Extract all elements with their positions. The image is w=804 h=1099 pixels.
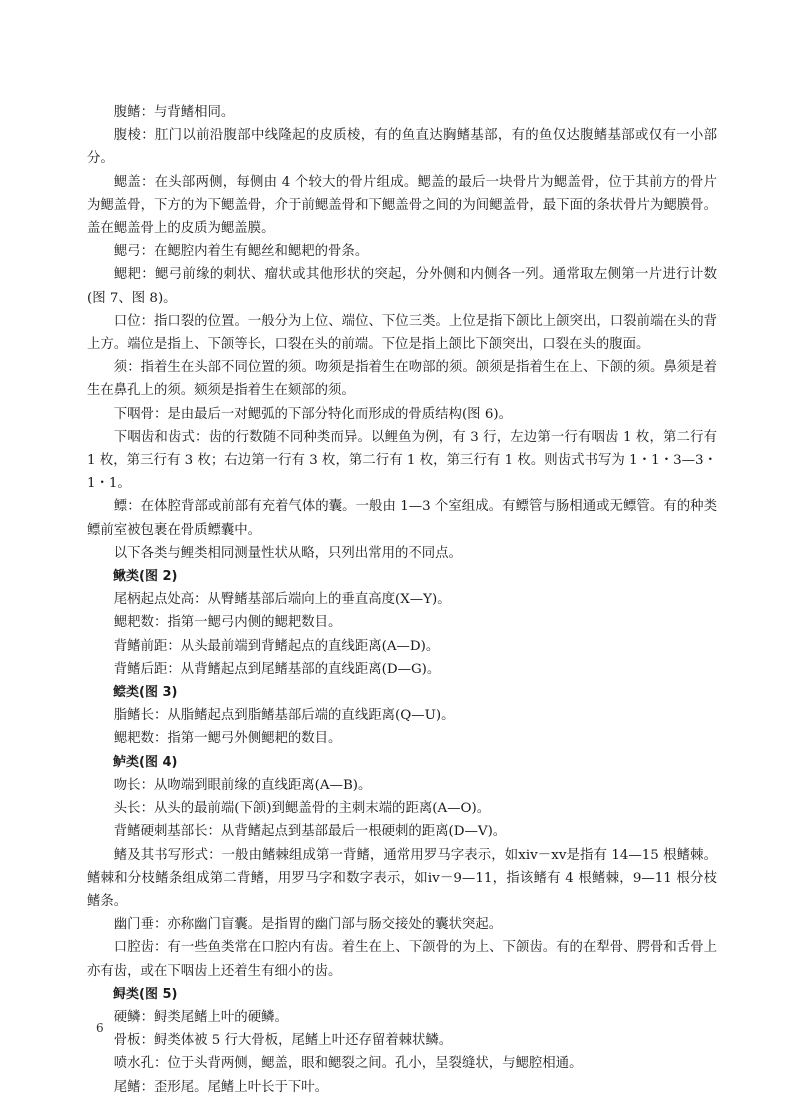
list-item: 幽门垂：亦称幽门盲囊。是指胃的幽门部与肠交接处的囊状突起。 bbox=[113, 917, 503, 933]
paragraph-intro-note: 以下各类与鲤类相同测量性状从略，只列出常用的不同点。 bbox=[113, 545, 462, 561]
list-item: 背鳍前距：从头最前端到背鳍起点的直线距离(A—D)。 bbox=[113, 638, 440, 654]
paragraph-biao: 鳔：在体腔背部或前部有充着气体的囊。一般由 1—3 个室组成。有鳔管与肠相通或无鳔管。有的种类鳔前室被包裹在骨质鳔囊中。 bbox=[87, 499, 717, 538]
list-item: 脂鳍长：从脂鳍起点到脂鳍基部后端的直线距离(Q—U)。 bbox=[113, 708, 455, 724]
paragraph-sai-gong: 鳃弓：在鳃腔内着生有鳃丝和鳃耙的骨条。 bbox=[113, 244, 369, 260]
paragraph-fu-leng: 腹棱：肛门以前沿腹部中线隆起的皮质棱，有的鱼直达胸鳍基部，有的鱼仅达腹鳍基部或仅有一小部分。 bbox=[87, 128, 717, 167]
list-item: 鳃耙数：指第一鳃弓内侧的鳃耙数目。 bbox=[113, 615, 342, 631]
list-item: 骨板：鲟类体被 5 行大骨板，尾鳍上叶还存留着棘状鳞。 bbox=[113, 1033, 453, 1049]
paragraph-chi-shi: 下咽齿和齿式：齿的行数随不同种类而异。以鲤鱼为例，有 3 行，左边第一行有咽齿 1 枚，第二行有 1 枚，第三行有 3 枚；右边第一行有 3 枚，第二行有 1 枚，第三行有 1 枚。则齿式书写为 1・1・3—3・1・1。 bbox=[87, 429, 717, 492]
list-item: 口腔齿：有一些鱼类常在口腔内有齿。着生在上、下颌骨的为上、下颌齿。有的在犁骨、腭骨和舌骨上亦有齿，或在下咽齿上还着生有细小的齿。 bbox=[87, 940, 717, 979]
list-item: 背鳍后距：从背鳍起点到尾鳍基部的直线距离(D—G)。 bbox=[113, 661, 441, 677]
paragraph-xia-yan-gu: 下咽骨：是由最后一对鳃弧的下部分特化而形成的骨质结构(图 6)。 bbox=[113, 406, 512, 422]
list-item: 喷水孔：位于头背两侧，鳃盖，眼和鳃裂之间。孔小，呈裂缝状，与鳃腔相通。 bbox=[113, 1056, 583, 1072]
list-item: 尾鳍：歪形尾。尾鳍上叶长于下叶。 bbox=[113, 1079, 329, 1095]
list-item: 鳃耙数：指第一鳃弓外侧鳃耙的数目。 bbox=[113, 731, 342, 747]
paragraph-sai-gai: 鳃盖：在头部两侧，每侧由 4 个较大的骨片组成。鳃盖的最后一块骨片为鳃盖骨，位于其前方的骨片为鳃盖骨，下方的为下鳃盖骨，介于前鳃盖骨和下鳃盖骨之间的为间鳃盖骨，最下面的条状骨片为鳃膜骨。盖在鳃盖骨上的皮质为鳃盖膜。 bbox=[87, 174, 717, 237]
paragraph-sai-pa: 鳃耙：鳃弓前缘的刺状、瘤状或其他形状的突起，分外侧和内侧各一列。通常取左侧第一片进行计数(图 7、图 8)。 bbox=[87, 267, 717, 306]
list-item: 背鳍硬刺基部长：从背鳍起点到基部最后一根硬刺的距离(D—V)。 bbox=[113, 824, 507, 840]
section-heading-chang: 鲿类(图 3) bbox=[113, 685, 178, 701]
list-item: 硬鳞：鲟类尾鳍上叶的硬鳞。 bbox=[113, 1009, 288, 1025]
paragraph-fu-qi: 腹鳍：与背鳍相同。 bbox=[113, 105, 235, 120]
list-item: 尾柄起点处高：从臀鳍基部后端向上的垂直高度(X—Y)。 bbox=[113, 592, 451, 608]
list-item: 鳍及其书写形式：一般由鳍棘组成第一背鳍，通常用罗马字表示，如ⅹⅳ－ⅹⅴ是指有 14—15 根鳍棘。鳍棘和分枝鳍条组成第二背鳍，用罗马字和数字表示，如ⅳ－9—11，指该鳍有 4 根鳍棘，9—11 根分枝鳍条。 bbox=[87, 847, 717, 909]
paragraph-xu: 须：指着生在头部不同位置的须。吻须是指着生在吻部的须。颌须是指着生在上、下颌的须。鼻须是着生在鼻孔上的须。颏须是指着生在颏部的须。 bbox=[87, 360, 717, 399]
paragraph-kou-wei: 口位：指口裂的位置。一般分为上位、端位、下位三类。上位是指下颌比上颌突出，口裂前端在头的背上方。端位是指上、下颌等长，口裂在头的前端。下位是指上颌比下颌突出，口裂在头的腹面。 bbox=[87, 313, 717, 353]
section-heading-xun: 鲟类(图 5) bbox=[113, 986, 178, 1002]
section-heading-lu: 鲈类(图 4) bbox=[113, 754, 178, 770]
section-heading-qiu: 鳅类(图 2) bbox=[113, 569, 178, 585]
page-number: 6 bbox=[96, 1021, 104, 1035]
page-body bbox=[87, 101, 717, 1099]
list-item: 头长：从头的最前端(下颌)到鳃盖骨的主刺末端的距离(A—O)。 bbox=[113, 801, 491, 817]
list-item: 吻长：从吻端到眼前缘的直线距离(A—B)。 bbox=[113, 777, 372, 793]
